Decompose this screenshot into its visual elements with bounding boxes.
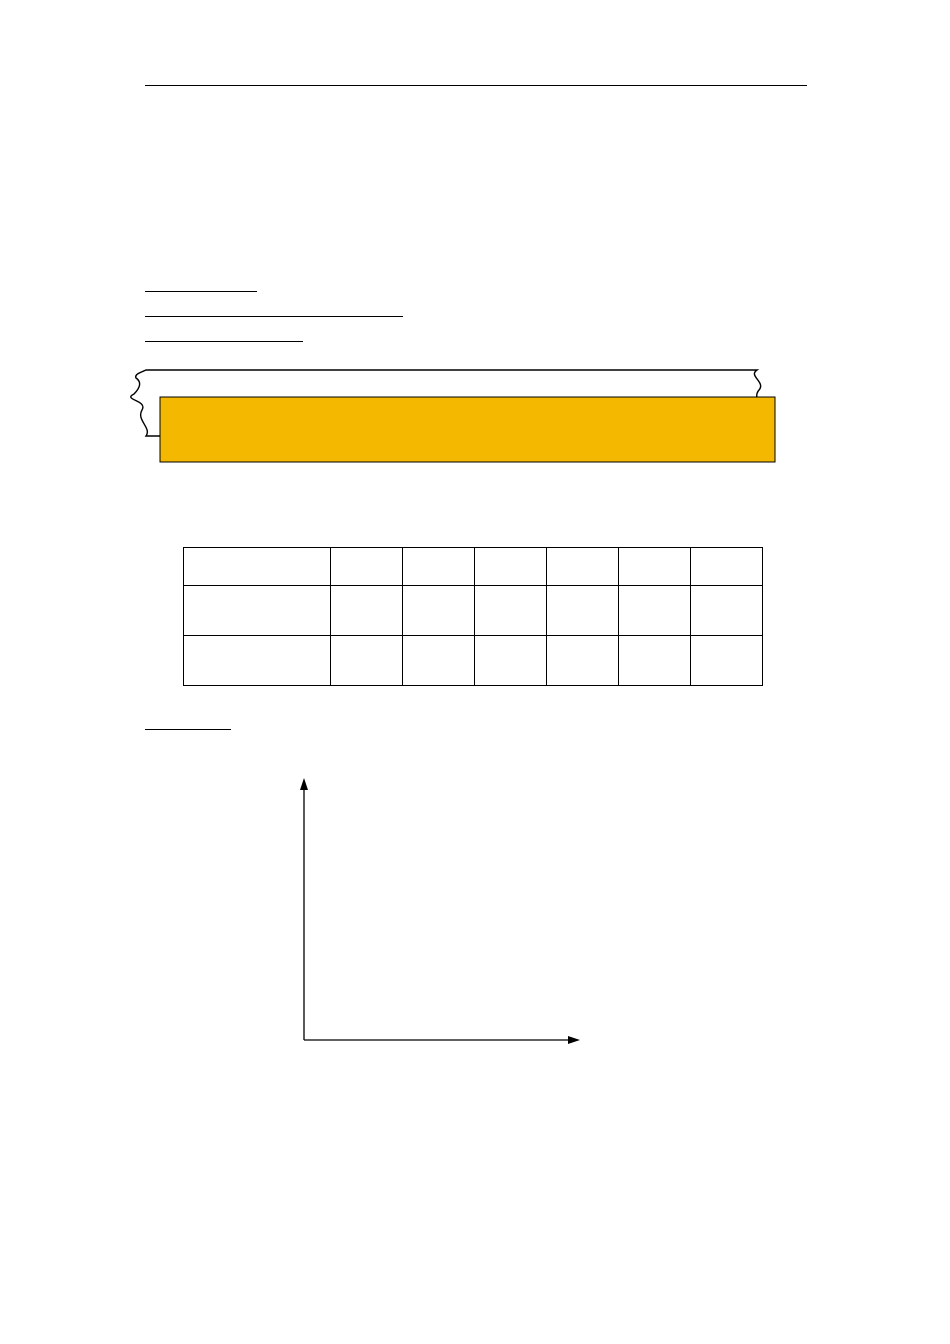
- time-c-cell[interactable]: [475, 586, 547, 636]
- time-e-cell[interactable]: [619, 586, 691, 636]
- d-velocity-blank[interactable]: [231, 302, 317, 317]
- b-velocity-blank[interactable]: [145, 277, 257, 292]
- col-a: [331, 548, 403, 586]
- vel-a-cell[interactable]: [331, 636, 403, 686]
- row-velocity-label: [184, 636, 331, 686]
- ruler-body: [160, 397, 775, 462]
- y-axis-arrow-icon: [300, 778, 308, 790]
- q7-line1: [145, 715, 231, 736]
- header-position-cell: [184, 548, 331, 586]
- time-d-cell[interactable]: [547, 586, 619, 636]
- vt-graph: [250, 770, 590, 1075]
- col-f: [691, 548, 763, 586]
- e-velocity-blank[interactable]: [317, 302, 403, 317]
- x-axis-arrow-icon: [568, 1036, 580, 1044]
- t-axis-blank[interactable]: [185, 715, 231, 730]
- col-d: [547, 548, 619, 586]
- col-c: [475, 548, 547, 586]
- vel-c-cell[interactable]: [475, 636, 547, 686]
- q5-line3: [145, 277, 257, 298]
- paper-tape-figure: [120, 352, 780, 470]
- q5-line5: [145, 327, 303, 348]
- vel-e-cell[interactable]: [619, 636, 691, 686]
- data-table: [183, 547, 763, 686]
- af-velocity-blank[interactable]: [145, 327, 303, 342]
- time-b-cell[interactable]: [403, 586, 475, 636]
- vel-f-cell[interactable]: [691, 636, 763, 686]
- col-e: [619, 548, 691, 586]
- time-a-cell[interactable]: [331, 586, 403, 636]
- v-axis-blank[interactable]: [145, 715, 185, 730]
- row-time-label: [184, 586, 331, 636]
- col-b: [403, 548, 475, 586]
- q5-line4: [145, 302, 403, 323]
- vel-b-cell[interactable]: [403, 636, 475, 686]
- time-f-cell[interactable]: [691, 586, 763, 636]
- header-rule: [145, 85, 807, 86]
- c-velocity-blank[interactable]: [145, 302, 231, 317]
- vel-d-cell[interactable]: [547, 636, 619, 686]
